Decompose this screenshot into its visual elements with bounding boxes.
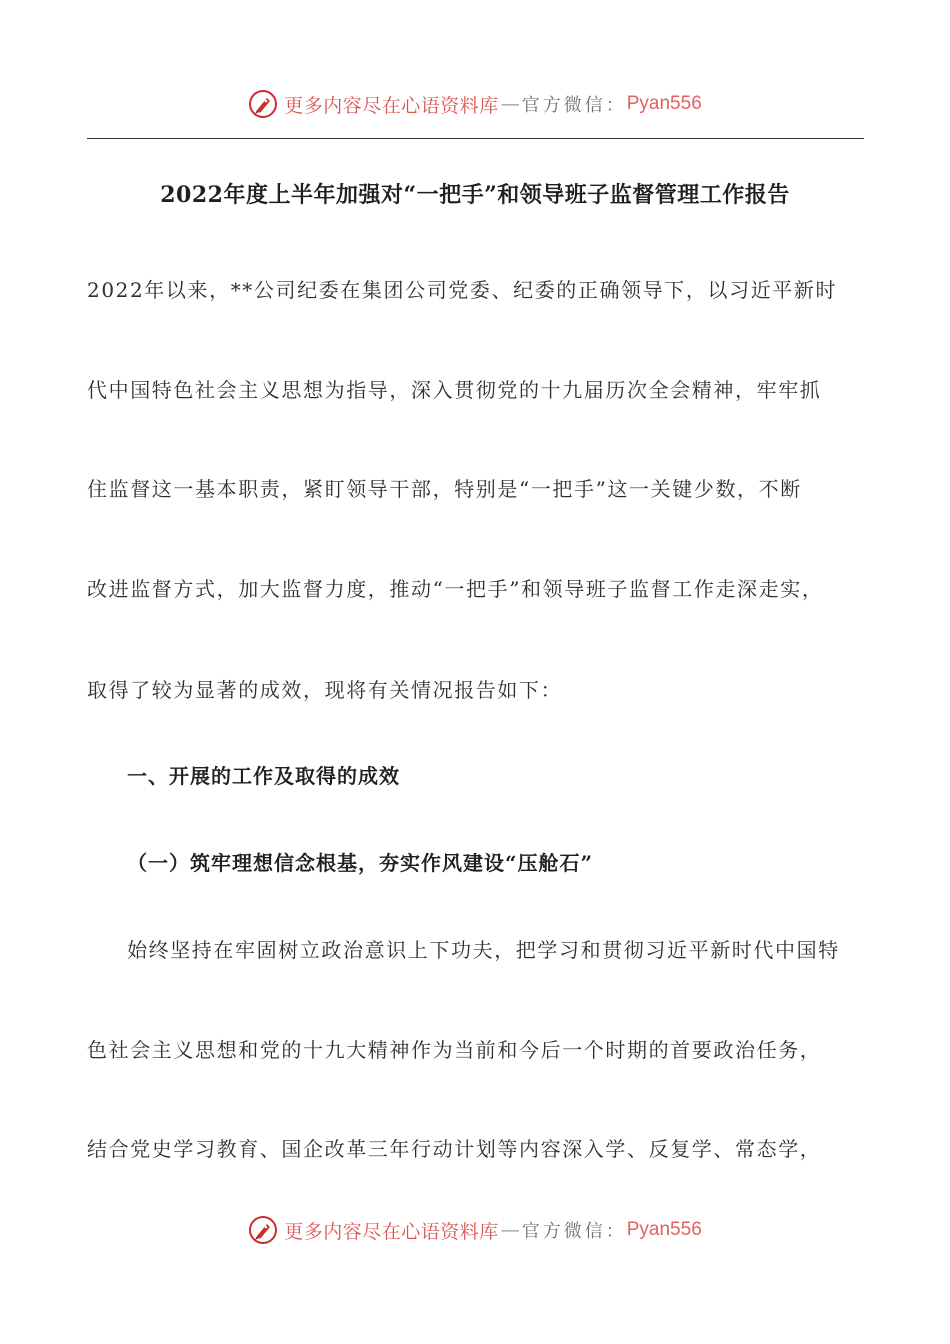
pen-nib-logo-icon [248, 1215, 278, 1245]
paragraph-line: 色社会主义思想和党的十九大精神作为当前和今后一个时期的首要政治任务， [87, 1038, 822, 1062]
banner-wechat-id: Pyan556 [626, 93, 702, 114]
paragraph-line: 2022年以来，**公司纪委在集团公司党委、纪委的正确领导下，以习近平新时 [87, 278, 838, 302]
banner-wechat-id: Pyan556 [626, 1219, 702, 1240]
paragraph-line: 改进监督方式，加大监督力度，推动“一把手”和领导班子监督工作走深走实， [87, 577, 824, 601]
banner-wechat-label: 官方微信： [521, 1221, 627, 1242]
header-divider [87, 138, 864, 139]
subsection-heading: （一）筑牢理想信念根基，夯实作风建设“压舱石” [127, 851, 594, 875]
paragraph-line: 住监督这一基本职责，紧盯领导干部，特别是“一把手”这一关键少数，不断 [87, 477, 802, 501]
paragraph-line: 始终坚持在牢固树立政治意识上下功夫，把学习和贯彻习近平新时代中国特 [127, 938, 840, 962]
document-title: 2022年度上半年加强对“一把手”和领导班子监督管理工作报告 [160, 182, 790, 208]
paragraph-line: 取得了较为显著的成效，现将有关情况报告如下： [87, 678, 563, 702]
banner-wechat-label: 官方微信： [521, 95, 627, 116]
header-banner [0, 84, 950, 124]
banner-separator: — [500, 93, 520, 115]
pen-nib-logo-icon [248, 89, 278, 119]
footer-banner [0, 1210, 950, 1250]
banner-brand-text: 更多内容尽在心语资料库 [284, 94, 499, 117]
paragraph-line: 结合党史学习教育、国企改革三年行动计划等内容深入学、反复学、常态学， [87, 1137, 822, 1161]
banner-separator: — [500, 1219, 520, 1241]
banner-brand-text: 更多内容尽在心语资料库 [284, 1220, 499, 1243]
paragraph-line: 代中国特色社会主义思想为指导，深入贯彻党的十九届历次全会精神，牢牢抓 [87, 378, 822, 402]
section-heading: 一、开展的工作及取得的成效 [127, 764, 400, 788]
